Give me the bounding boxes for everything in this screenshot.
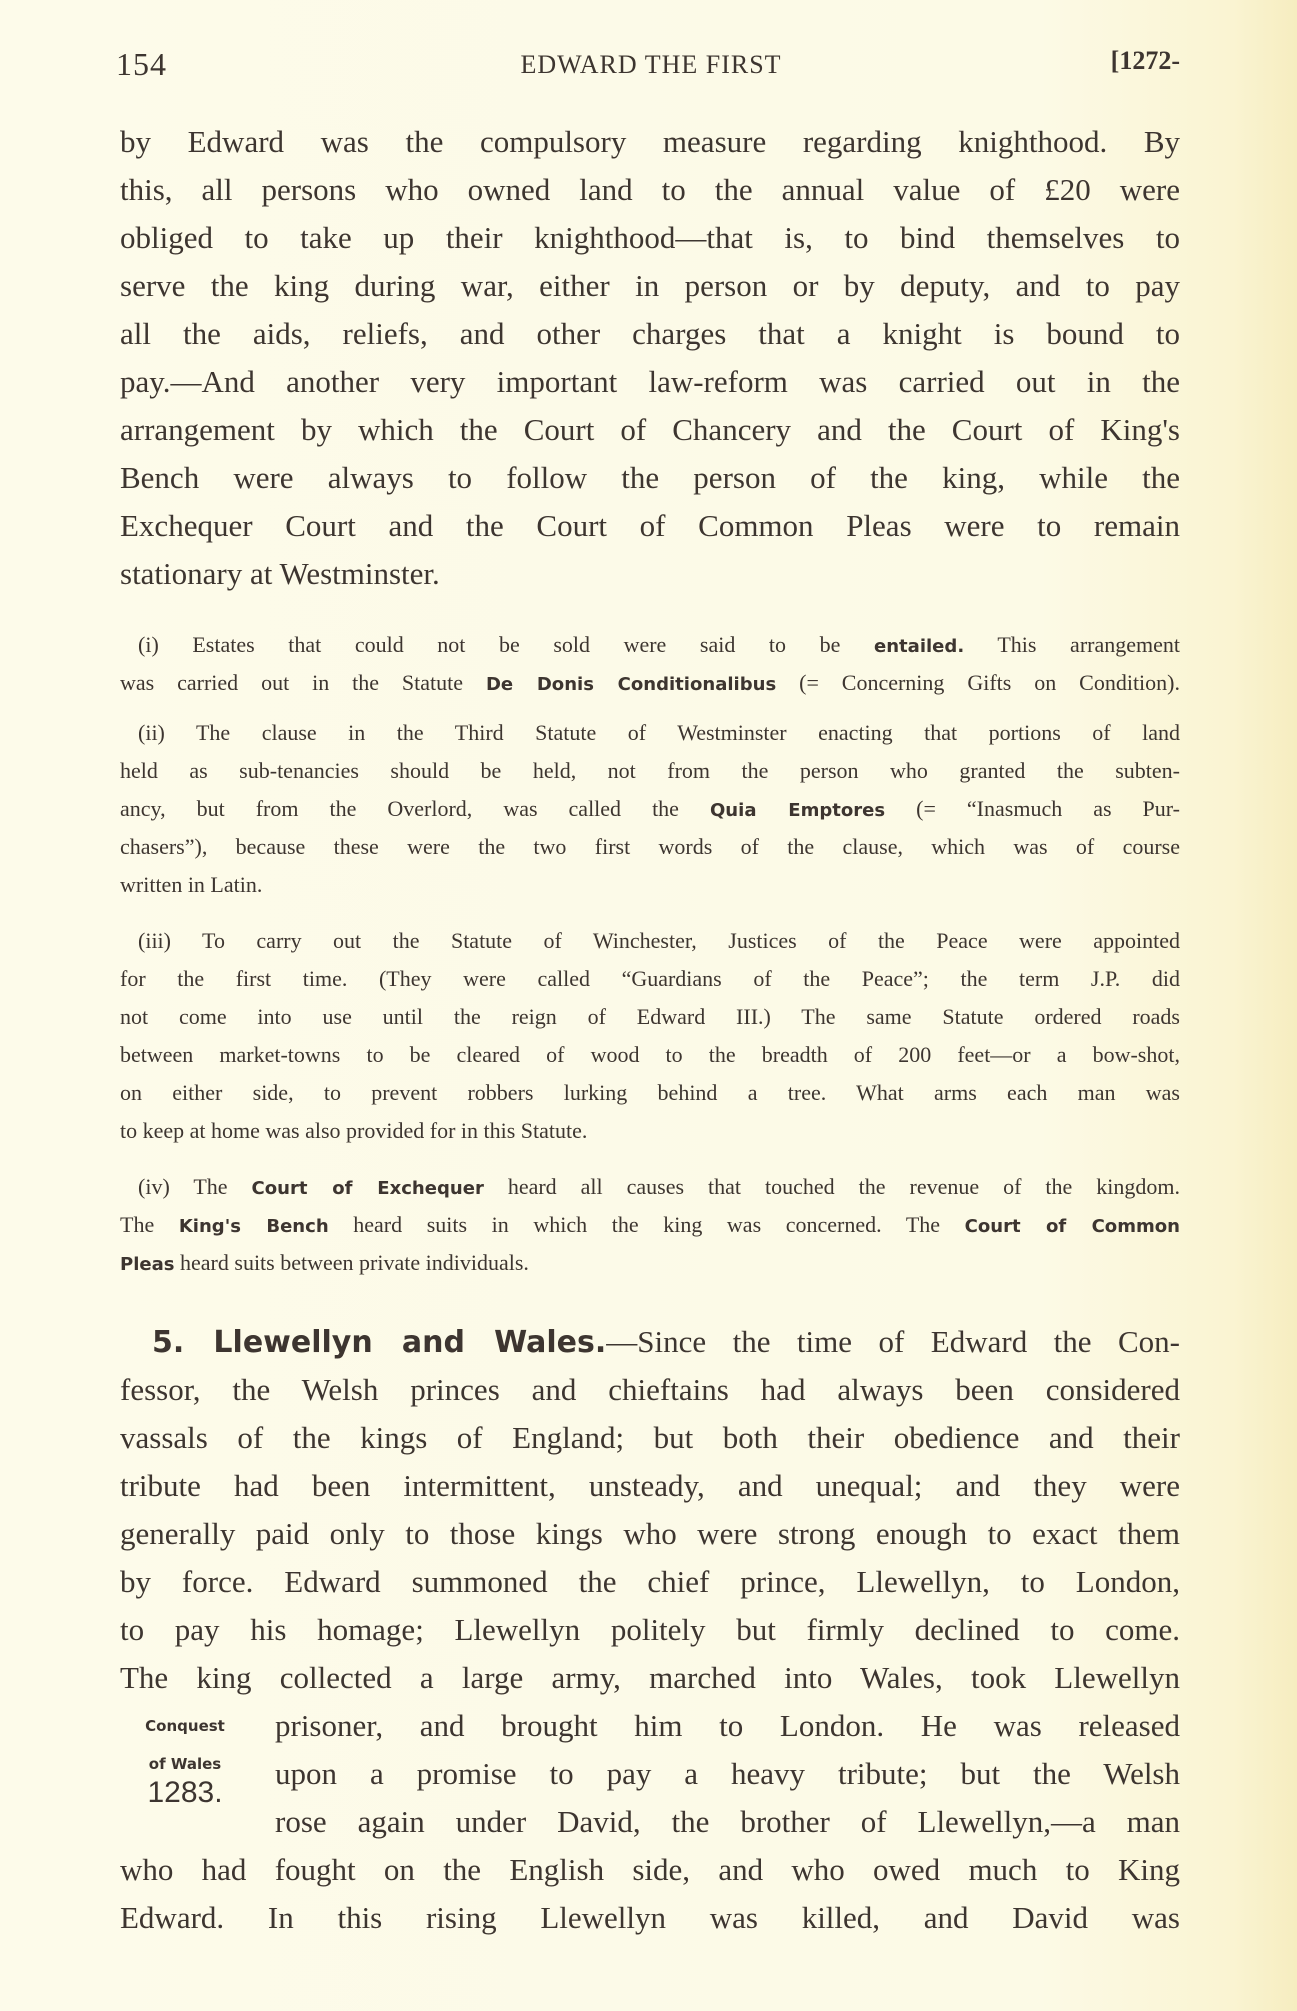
text-line: Bench were always to follow the person of the king, while the	[120, 460, 1180, 495]
note-iii	[120, 922, 1180, 1150]
bold-term: Court of Common	[964, 1216, 1180, 1237]
note-line: on either side, to prevent robbers lurking behind a tree. What arms each man was	[120, 1080, 1180, 1105]
bold-term: Quia Emptores	[709, 800, 886, 821]
text-line: to pay his homage; Llewellyn politely but firmly declined to come.	[120, 1612, 1180, 1647]
text-line: The king collected a large army, marched into Wales, took Llewellyn	[120, 1660, 1180, 1695]
note-line: for the first time. (They were called “Guardians of the Peace”; the term J.P. did	[120, 966, 1180, 991]
text-line: obliged to take up their knighthood—that is, to bind themselves to	[120, 220, 1180, 255]
section-heading: 5. Llewellyn and Wales.	[152, 1325, 607, 1360]
note-line: (i) Estates that could not be sold were said to be entailed. This arrangement	[138, 632, 1180, 657]
note-line: ancy, but from the Overlord, was called the Quia Emptores (= “Inasmuch as Pur-	[120, 796, 1180, 821]
text-line: fessor, the Welsh princes and chieftains had always been considered	[120, 1372, 1180, 1407]
text-line: by force. Edward summoned the chief prince, Llewellyn, to London,	[120, 1564, 1180, 1599]
text-line: Exchequer Court and the Court of Common Pleas were to remain	[120, 508, 1180, 543]
margin-note-line: of Wales	[148, 1755, 222, 1773]
note-iv	[120, 1168, 1180, 1282]
running-head	[116, 46, 1182, 86]
text-line: generally paid only to those kings who were strong enough to exact them	[120, 1516, 1180, 1551]
bold-term: Court of Exchequer	[251, 1178, 484, 1199]
text-line: 5. Llewellyn and Wales.—Since the time of Edward the Con-	[152, 1324, 1180, 1360]
note-line: was carried out in the Statute De Donis Conditionalibus (= Concerning Gifts on Condition).	[120, 670, 1180, 695]
text-line: rose again under David, the brother of Llewellyn,—a man	[275, 1804, 1180, 1839]
text-line: upon a promise to pay a heavy tribute; but the Welsh	[275, 1756, 1180, 1791]
text-line: tribute had been intermittent, unsteady, and unequal; and they were	[120, 1468, 1180, 1503]
note-line: written in Latin.	[120, 872, 263, 897]
text-line: pay.—And another very important law-reform was carried out in the	[120, 364, 1180, 399]
text-line: all the aids, reliefs, and other charges that a knight is bound to	[120, 316, 1180, 351]
note-line: not come into use until the reign of Edward III.) The same Statute ordered roads	[120, 1004, 1180, 1029]
text-line: arrangement by which the Court of Chancery and the Court of King's	[120, 412, 1180, 447]
text-line: this, all persons who owned land to the annual value of £20 were	[120, 172, 1180, 207]
note-line: Pleas heard suits between private individuals.	[120, 1250, 529, 1275]
running-title: EDWARD THE FIRST	[520, 50, 782, 79]
note-line: to keep at home was also provided for in this Statute.	[120, 1118, 588, 1143]
note-line: chasers”), because these were the two first words of the clause, which was of course	[120, 834, 1180, 859]
bold-term: entailed.	[873, 636, 965, 657]
bold-term: De Donis Conditionalibus	[485, 674, 777, 695]
section-5	[120, 1318, 1180, 1942]
note-ii	[120, 714, 1180, 904]
note-line: held as sub-tenancies should be held, not from the person who granted the subten-	[120, 758, 1180, 783]
running-date-range: [1272-	[1110, 46, 1180, 75]
margin-note-year: 1283.	[147, 1776, 223, 1809]
text-line: who had fought on the English side, and who owed much to King	[120, 1852, 1180, 1887]
note-line: The King's Bench heard suits in which the king was concerned. The Court of Common	[120, 1212, 1180, 1237]
text-line: by Edward was the compulsory measure regarding knighthood. By	[120, 124, 1180, 159]
intro-paragraph	[120, 118, 1180, 598]
page-number: 154	[116, 46, 167, 82]
text-line: vassals of the kings of England; but both their obedience and their	[120, 1420, 1180, 1455]
text-line: stationary at Westminster.	[120, 556, 440, 591]
note-line: between market-towns to be cleared of wood to the breadth of 200 feet—or a bow-shot,	[120, 1042, 1180, 1067]
note-i	[120, 626, 1180, 702]
text-line: serve the king during war, either in person or by deputy, and to pay	[120, 268, 1180, 303]
margin-note-line: Conquest	[145, 1717, 225, 1735]
note-line: (iii) To carry out the Statute of Winchester, Justices of the Peace were appointed	[138, 928, 1180, 953]
note-line: (ii) The clause in the Third Statute of Westminster enacting that portions of land	[138, 720, 1180, 745]
bold-term: Pleas	[120, 1254, 175, 1275]
bold-term: King's Bench	[178, 1216, 329, 1237]
text-line: Edward. In this rising Llewellyn was killed, and David was	[120, 1900, 1180, 1935]
note-line: (iv) The Court of Exchequer heard all causes that touched the revenue of the kingdom.	[138, 1174, 1180, 1199]
text-line: prisoner, and brought him to London. He was released	[275, 1708, 1180, 1743]
margin-note	[120, 1702, 250, 1808]
